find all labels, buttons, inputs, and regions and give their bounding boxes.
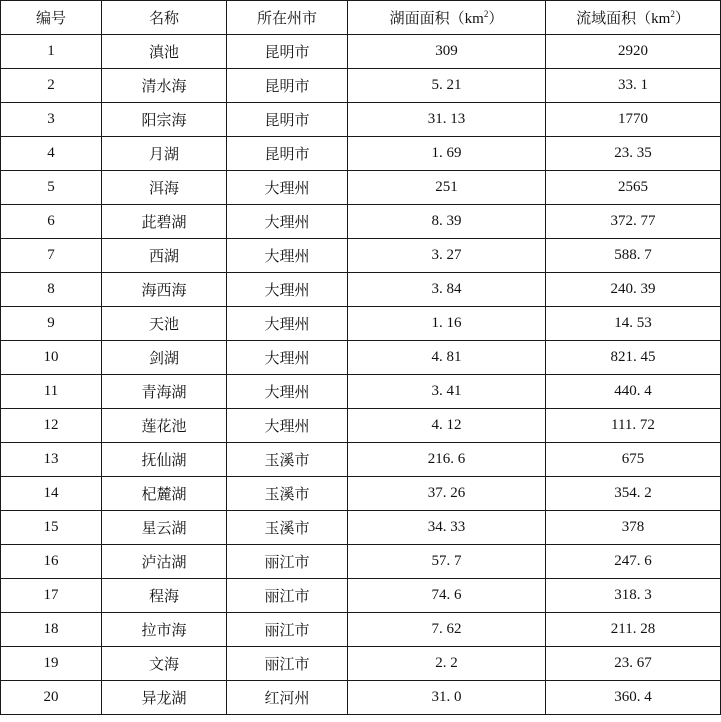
cell-basin-area: 1770: [546, 103, 721, 137]
cell-lake-name: 杞麓湖: [102, 477, 227, 511]
header-basin-area-unit-exp: 2: [670, 9, 675, 19]
cell-id: 15: [1, 511, 102, 545]
cell-city: 大理州: [227, 171, 348, 205]
header-lake-area: [348, 1, 546, 35]
cell-lake-name: 茈碧湖: [102, 205, 227, 239]
cell-id: 18: [1, 613, 102, 647]
cell-basin-area: 318. 3: [546, 579, 721, 613]
cell-lake-area: 1. 16: [348, 307, 546, 341]
cell-city: 大理州: [227, 375, 348, 409]
cell-lake-area: 3. 41: [348, 375, 546, 409]
cell-lake-area: 34. 33: [348, 511, 546, 545]
header-basin-area-unit-open: （: [636, 9, 652, 27]
cell-lake-area: 5. 21: [348, 69, 546, 103]
cell-id: 3: [1, 103, 102, 137]
cell-city: 玉溪市: [227, 511, 348, 545]
cell-lake-name: 滇池: [102, 35, 227, 69]
cell-id: 17: [1, 579, 102, 613]
cell-city: 大理州: [227, 409, 348, 443]
cell-lake-name: 西湖: [102, 239, 227, 273]
cell-basin-area: 675: [546, 443, 721, 477]
table-body: [1, 35, 721, 715]
cell-lake-name: 清水海: [102, 69, 227, 103]
cell-city: 大理州: [227, 307, 348, 341]
cell-basin-area: 23. 35: [546, 137, 721, 171]
cell-basin-area: 240. 39: [546, 273, 721, 307]
cell-id: 10: [1, 341, 102, 375]
cell-basin-area: 2565: [546, 171, 721, 205]
cell-lake-name: 剑湖: [102, 341, 227, 375]
header-lake-area-unit-exp: 2: [483, 9, 489, 19]
cell-lake-name: 青海湖: [102, 375, 227, 409]
cell-basin-area: 360. 4: [546, 681, 721, 715]
header-id: 编号: [1, 1, 102, 35]
cell-id: 8: [1, 273, 102, 307]
cell-city: 昆明市: [227, 103, 348, 137]
cell-lake-name: 洱海: [102, 171, 227, 205]
cell-id: 13: [1, 443, 102, 477]
cell-city: 大理州: [227, 205, 348, 239]
cell-city: 丽江市: [227, 647, 348, 681]
table-row: [1, 613, 721, 647]
cell-id: 12: [1, 409, 102, 443]
cell-id: 19: [1, 647, 102, 681]
cell-lake-area: 57. 7: [348, 545, 546, 579]
header-basin-area-unit-close: ）: [674, 9, 690, 27]
cell-lake-name: 程海: [102, 579, 227, 613]
cell-basin-area: 2920: [546, 35, 721, 69]
cell-lake-area: 4. 81: [348, 341, 546, 375]
header-basin-area-unit: km: [651, 11, 671, 27]
cell-lake-area: 74. 6: [348, 579, 546, 613]
cell-basin-area: 33. 1: [546, 69, 721, 103]
cell-basin-area: 211. 28: [546, 613, 721, 647]
cell-city: 昆明市: [227, 137, 348, 171]
cell-city: 玉溪市: [227, 477, 348, 511]
table-row: [1, 409, 721, 443]
table-header: [1, 1, 721, 35]
header-lake-area-unit: km: [464, 11, 484, 27]
table-row: [1, 137, 721, 171]
table-row: [1, 375, 721, 409]
header-row: [1, 1, 721, 35]
cell-lake-area: 3. 27: [348, 239, 546, 273]
cell-lake-name: 拉市海: [102, 613, 227, 647]
cell-city: 大理州: [227, 239, 348, 273]
cell-id: 6: [1, 205, 102, 239]
cell-lake-name: 抚仙湖: [102, 443, 227, 477]
cell-basin-area: 821. 45: [546, 341, 721, 375]
table-row: [1, 511, 721, 545]
cell-lake-name: 文海: [102, 647, 227, 681]
cell-basin-area: 378: [546, 511, 721, 545]
cell-lake-area: 37. 26: [348, 477, 546, 511]
cell-lake-area: 3. 84: [348, 273, 546, 307]
header-lake-area-label: 湖面面积: [389, 9, 450, 27]
cell-lake-area: 2. 2: [348, 647, 546, 681]
header-lake-area-unit-open: （: [449, 9, 465, 27]
cell-lake-name: 天池: [102, 307, 227, 341]
table-row: [1, 545, 721, 579]
cell-id: 5: [1, 171, 102, 205]
cell-lake-name: 泸沽湖: [102, 545, 227, 579]
cell-id: 2: [1, 69, 102, 103]
cell-city: 红河州: [227, 681, 348, 715]
cell-lake-area: 309: [348, 35, 546, 69]
table-row: [1, 239, 721, 273]
cell-lake-name: 莲花池: [102, 409, 227, 443]
table-row: [1, 681, 721, 715]
cell-city: 大理州: [227, 273, 348, 307]
table-row: [1, 579, 721, 613]
cell-lake-area: 31. 0: [348, 681, 546, 715]
cell-id: 9: [1, 307, 102, 341]
cell-id: 20: [1, 681, 102, 715]
cell-basin-area: 440. 4: [546, 375, 721, 409]
header-city: 所在州市: [227, 1, 348, 35]
cell-lake-area: 7. 62: [348, 613, 546, 647]
header-lake-area-unit-close: ）: [488, 9, 504, 27]
cell-lake-name: 阳宗海: [102, 103, 227, 137]
cell-lake-area: 31. 13: [348, 103, 546, 137]
cell-basin-area: 23. 67: [546, 647, 721, 681]
cell-id: 16: [1, 545, 102, 579]
table-row: [1, 647, 721, 681]
cell-city: 昆明市: [227, 35, 348, 69]
cell-basin-area: 588. 7: [546, 239, 721, 273]
cell-lake-name: 月湖: [102, 137, 227, 171]
cell-basin-area: 247. 6: [546, 545, 721, 579]
cell-id: 14: [1, 477, 102, 511]
cell-id: 7: [1, 239, 102, 273]
cell-city: 大理州: [227, 341, 348, 375]
header-basin-area: [546, 1, 721, 35]
table-row: [1, 341, 721, 375]
cell-lake-area: 4. 12: [348, 409, 546, 443]
cell-lake-area: 216. 6: [348, 443, 546, 477]
cell-id: 11: [1, 375, 102, 409]
cell-city: 昆明市: [227, 69, 348, 103]
cell-basin-area: 354. 2: [546, 477, 721, 511]
table-row: [1, 69, 721, 103]
cell-lake-area: 8. 39: [348, 205, 546, 239]
header-name: 名称: [102, 1, 227, 35]
cell-lake-area: 1. 69: [348, 137, 546, 171]
cell-city: 丽江市: [227, 579, 348, 613]
table-row: [1, 477, 721, 511]
table-row: [1, 443, 721, 477]
table-row: [1, 273, 721, 307]
cell-lake-area: 251: [348, 171, 546, 205]
table-row: [1, 205, 721, 239]
cell-id: 1: [1, 35, 102, 69]
cell-basin-area: 372. 77: [546, 205, 721, 239]
cell-city: 玉溪市: [227, 443, 348, 477]
cell-lake-name: 星云湖: [102, 511, 227, 545]
table-row: [1, 171, 721, 205]
cell-lake-name: 异龙湖: [102, 681, 227, 715]
table-row: [1, 307, 721, 341]
cell-id: 4: [1, 137, 102, 171]
table-row: [1, 35, 721, 69]
cell-basin-area: 111. 72: [546, 409, 721, 443]
header-basin-area-label: 流域面积: [576, 9, 637, 27]
cell-lake-name: 海西海: [102, 273, 227, 307]
cell-basin-area: 14. 53: [546, 307, 721, 341]
cell-city: 丽江市: [227, 545, 348, 579]
table-row: [1, 103, 721, 137]
cell-city: 丽江市: [227, 613, 348, 647]
